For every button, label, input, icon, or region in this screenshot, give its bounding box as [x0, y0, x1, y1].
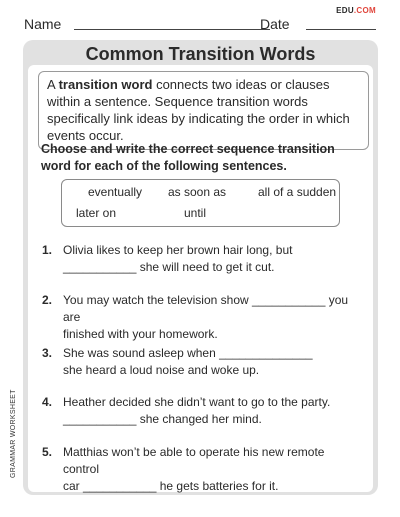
instructions: Choose and write the correct sequence transition word for each of the following sentences.	[41, 142, 335, 173]
word-bank-item: until	[184, 206, 207, 220]
worksheet-panel	[23, 40, 378, 495]
question-item	[42, 345, 362, 379]
date-label: Date	[260, 16, 290, 32]
intro-term: transition word	[58, 77, 153, 92]
question-item	[42, 292, 362, 343]
question-number: 3.	[42, 346, 53, 360]
question-line: Matthias won’t be able to operate his new remote control	[63, 445, 325, 476]
word-bank-item: all of a sudden	[258, 185, 337, 199]
word-bank-item: eventually	[88, 185, 143, 199]
question-number: 1.	[42, 243, 53, 257]
page-title: Common Transition Words	[85, 44, 316, 64]
question-line: finished with your homework.	[63, 327, 218, 341]
word-bank-item: later on	[76, 206, 117, 220]
question-line: Heather decided she didn’t want to go to the party.	[63, 395, 331, 409]
question-number: 2.	[42, 293, 53, 307]
brand-suffix: .COM	[353, 6, 376, 15]
side-label: GRAMMAR WORKSHEET	[10, 389, 17, 478]
question-item	[42, 444, 362, 495]
name-line[interactable]	[74, 29, 270, 30]
question-line: You may watch the television show ___________ you are	[63, 293, 349, 324]
question-line: She was sound asleep when ______________	[63, 346, 313, 360]
intro-after: connects two ideas or clauses within a sentence. Sequence transition words specifically link ideas by indicating the order in which events occur.	[47, 77, 350, 143]
word-bank	[61, 179, 340, 227]
word-bank-item: as soon as	[168, 185, 227, 199]
question-number: 4.	[42, 395, 53, 409]
name-label: Name	[24, 16, 62, 32]
intro-box	[38, 71, 369, 150]
worksheet-sheet	[28, 65, 373, 492]
brand-logo	[336, 6, 376, 15]
date-line[interactable]	[306, 29, 376, 30]
header-row	[24, 6, 376, 34]
intro-before: A	[47, 77, 59, 92]
question-line: Olivia likes to keep her brown hair long, but	[63, 243, 293, 257]
question-line: ___________ she will need to get it cut.	[63, 260, 275, 274]
question-item	[42, 394, 362, 428]
question-line: she heard a loud noise and woke up.	[63, 363, 260, 377]
question-line: car ___________ he gets batteries for it.	[63, 479, 279, 493]
brand-main: EDU	[336, 6, 354, 15]
question-number: 5.	[42, 445, 53, 459]
question-item	[42, 242, 362, 276]
question-line: ___________ she changed her mind.	[63, 412, 262, 426]
